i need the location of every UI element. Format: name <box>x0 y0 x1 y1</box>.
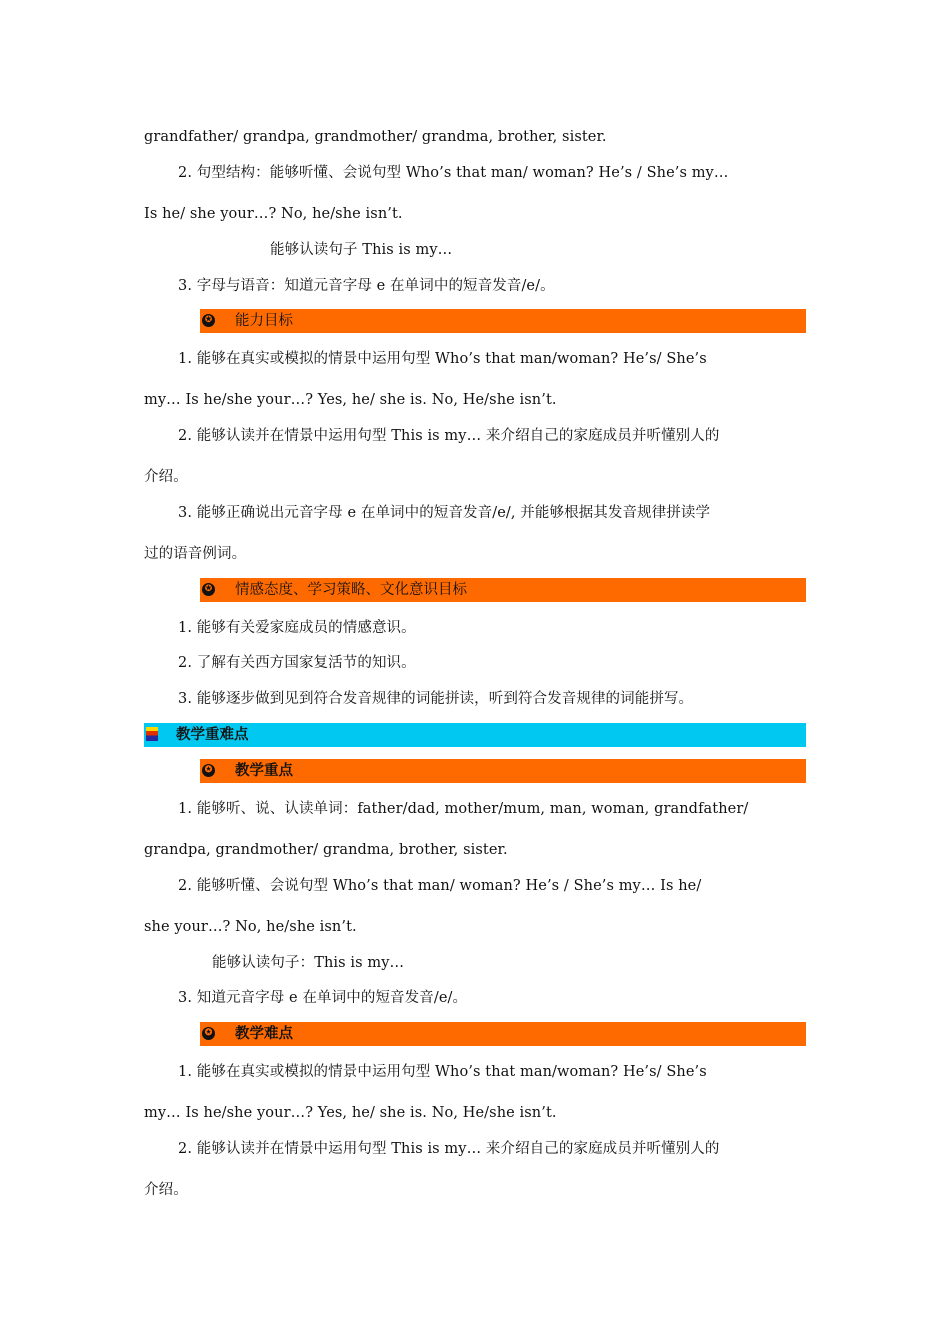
text-line: 1. 能够在真实或模拟的情景中运用句型 Who’s that man/woman? He’s/ She’s <box>178 351 707 367</box>
section-heading-difficult-points <box>200 1022 806 1046</box>
section-heading-label: 教学重点 <box>235 762 293 779</box>
text-line: 介绍。 <box>144 469 188 485</box>
star-icon: ✪ <box>202 764 215 777</box>
text-line: Is he/ she your…? No, he/she isn’t. <box>144 206 403 222</box>
star-icon: ✪ <box>202 314 215 327</box>
text-line: 能够认读句子：This is my… <box>212 955 405 971</box>
text-line: 2. 能够听懂、会说句型 Who’s that man/ woman? He’s / She’s my… Is he/ <box>178 878 702 894</box>
text-line: grandfather/ grandpa, grandmother/ grandma, brother, sister. <box>144 129 607 145</box>
text-line: she your…? No, he/she isn’t. <box>144 919 357 935</box>
text-line: 2. 了解有关西方国家复活节的知识。 <box>178 655 416 671</box>
text-line: my… Is he/she your…? Yes, he/ she is. No, He/she isn’t. <box>144 1105 557 1121</box>
text-line: 2. 能够认读并在情景中运用句型 This is my… 来介绍自己的家庭成员并听懂别人的 <box>178 1141 720 1157</box>
star-icon: ✪ <box>202 583 215 596</box>
section-heading-ability <box>200 309 806 333</box>
text-line: grandpa, grandmother/ grandma, brother, sister. <box>144 842 508 858</box>
text-line: 3. 能够正确说出元音字母 e 在单词中的短音发音/e/, 并能够根据其发音规律拼读学 <box>178 505 711 521</box>
text-line: 1. 能够在真实或模拟的情景中运用句型 Who’s that man/woman? He’s/ She’s <box>178 1064 707 1080</box>
star-icon: ✪ <box>202 1027 215 1040</box>
text-line: my… Is he/she your…? Yes, he/ she is. No, He/she isn’t. <box>144 392 557 408</box>
section-heading-attitude <box>200 578 806 602</box>
text-line: 3. 能够逐步做到见到符合发音规律的词能拼读，听到符合发音规律的词能拼写。 <box>178 691 694 707</box>
flag-icon <box>146 727 158 741</box>
section-heading-key-points <box>200 759 806 783</box>
major-heading-key-difficult <box>144 723 806 747</box>
major-heading-label: 教学重难点 <box>176 726 249 743</box>
text-line: 过的语音例词。 <box>144 546 247 562</box>
text-line: 1. 能够有关爱家庭成员的情感意识。 <box>178 620 416 636</box>
text-line: 2. 句型结构：能够听懂、会说句型 Who’s that man/ woman? He’s / She’s my… <box>178 165 729 181</box>
text-line: 2. 能够认读并在情景中运用句型 This is my… 来介绍自己的家庭成员并听懂别人的 <box>178 428 720 444</box>
section-heading-label: 能力目标 <box>235 313 293 329</box>
section-heading-label: 教学难点 <box>235 1025 293 1042</box>
text-line: 介绍。 <box>144 1182 188 1198</box>
text-line: 3. 字母与语音：知道元音字母 e 在单词中的短音发音/e/。 <box>178 278 555 294</box>
text-line: 3. 知道元音字母 e 在单词中的短音发音/e/。 <box>178 990 468 1006</box>
text-line: 1. 能够听、说、认读单词：father/dad, mother/mum, man, woman, grandfather/ <box>178 801 749 817</box>
section-heading-label: 情感态度、学习策略、文化意识目标 <box>235 582 467 598</box>
text-line: 能够认读句子 This is my… <box>270 242 453 258</box>
